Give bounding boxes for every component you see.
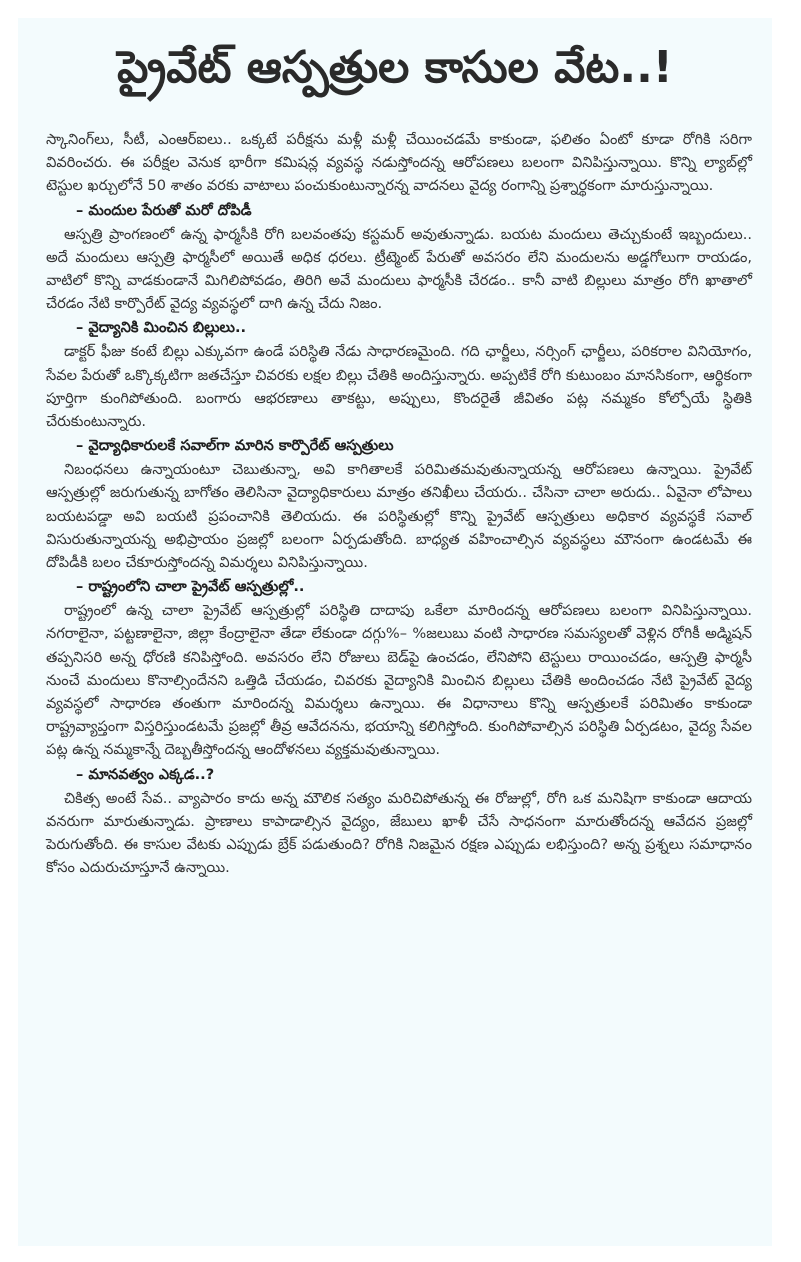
subheading-state-hospitals: – రాష్ట్రంలోని చాలా ప్రైవేట్ ఆస్పత్రుల్లో.. (76, 578, 305, 596)
intro-paragraph: స్కానింగ్‌లు, సీటీ, ఎంఆర్‌ఐలు.. ఒక్కటే పరీక్షను మళ్లీ మళ్లీ చేయించడమే కాకుండా, ఫలితం ఏంటో కూడా రోగికి సరిగా వివరించరు. ఈ పరీక్షల వెనుక భారీగా కమిషన్ల వ్యవస్థ నడుస్తోందన్న ఆరోపణలు బలంగా వినిపిస్తున్నాయి. కొన్ని ల్యాబ్‌ల్లో టెస్టుల ఖర్చులోనే 50 శాతం వరకు వాటాలు పంచుకుంటున్నారన్న వాదనలు వైద్య రంగాన్ని ప్రశ్నార్థకంగా మారుస్తున్నాయి. (46, 131, 752, 195)
article-body (46, 128, 752, 879)
subheading-bills: – వైద్యానికి మించిన బిల్లులు.. (76, 319, 247, 337)
subheading-officials: – వైద్యాధికారులకే సవాల్‌గా మారిన కార్పొరేట్ ఆస్పత్రులు (76, 437, 394, 455)
paragraph-state-hospitals: రాష్ట్రంలో ఉన్న చాలా ప్రైవేట్ ఆస్పత్రుల్లో పరిస్థితి దాదాపు ఒకేలా మారిందన్న ఆరోపణలు బలంగా వినిపిస్తున్నాయి. నగరాలైనా, పట్టణాలైనా, జిల్లా కేంద్రాలైనా తేడా లేకుండా దగ్గు%– %జలుబు వంటి సాధారణ సమస్యలతో వెళ్లిన రోగికీ అడ్మిషన్ తప్పనిసరి అన్న ధోరణి కనిపిస్తోంది. అవసరం లేని రోజులు బెడ్‌పై ఉంచడం, లేనిపోని టెస్టులు రాయించడం, ఆస్పత్రి ఫార్మసీ నుంచే మందులు కొనాల్సిందేనని ఒత్తిడి చేయడం, చివరకు వైద్యానికి మించిన బిల్లులు చేతికి అందించడం నేటి ప్రైవేట్ వైద్య వ్యవస్థలో సాధారణ తంతుగా మారిందన్న విమర్శలు ఉన్నాయి. ఈ విధానాలు కొన్ని ఆస్పత్రులకే పరిమితం కాకుండా రాష్ట్రవ్యాప్తంగా విస్తరిస్తుండటమే ప్రజల్లో తీవ్ర ఆవేదనను, భయాన్ని కలిగిస్తోంది. కుంగిపోవాల్సిన పరిస్థితి ఏర్పడటం, వైద్య సేవల పట్ల ఉన్న నమ్మకాన్నే దెబ్బతీస్తోందన్న ఆందోళనలు వ్యక్తమవుతున్నాయి. (46, 602, 752, 759)
paragraph-humanity: చికిత్స అంటే సేవ.. వ్యాపారం కాదు అన్న మౌలిక సత్యం మరిచిపోతున్న ఈ రోజుల్లో, రోగి ఒక మనిషిగా కాకుండా ఆదాయ వనరుగా మారుతున్నాడు. ప్రాణాలు కాపాడాల్సిన వైద్యం, జేబులు ఖాళీ చేసే సాధనంగా మారుతోందన్న ఆవేదన ప్రజల్లో పెరుగుతోంది. ఈ కాసుల వేటకు ఎప్పుడు బ్రేక్ పడుతుంది? రోగికి నిజమైన రక్షణ ఎప్పుడు లభిస్తుంది? అన్న ప్రశ్నలు సమాధానం కోసం ఎదురుచూస్తూనే ఉన్నాయి. (46, 789, 752, 877)
paragraph-officials: నిబంధనలు ఉన్నాయంటూ చెబుతున్నా, అవి కాగితాలకే పరిమితమవుతున్నాయన్న ఆరోపణలు ఉన్నాయి. ప్రైవేట్ ఆస్పత్రుల్లో జరుగుతున్న బాగోతం తెలిసినా వైద్యాధికారులు మాత్రం తనిఖీలు చేయరు.. చేసినా చాలా అరుదు.. ఏవైనా లోపాలు బయటపడ్డా అవి బయటి ప్రపంచానికి తెలియదు. ఈ పరిస్థితుల్లో కొన్ని ప్రైవేట్ ఆస్పత్రులు అధికార వ్యవస్థకే సవాల్ విసురుతున్నాయన్న అభిప్రాయం ప్రజల్లో బలంగా ఏర్పడుతోంది. బాధ్యత వహించాల్సిన వ్యవస్థలు మౌనంగా ఉండటమే ఈ దోపిడీకి బలం చేకూరుస్తోందన్న విమర్శలు వినిపిస్తున్నాయి. (46, 461, 752, 572)
subheading-medicines: – మందుల పేరుతో మరో దోపిడీ (76, 201, 252, 219)
subheading-humanity: – మానవత్వం ఎక్కడ..? (76, 765, 215, 783)
article-clipping (18, 18, 772, 1246)
paragraph-bills: డాక్టర్ ఫీజు కంటే బిల్లు ఎక్కువగా ఉండే పరిస్థితి నేడు సాధారణమైంది. గది ఛార్జీలు, నర్సింగ్ ఛార్జీలు, పరికరాల వినియోగం, సేవల పేరుతో ఒక్కొక్కటిగా జతచేస్తూ చివరకు లక్షల బిల్లు చేతికి అందిస్తున్నారు. అప్పటికే రోగి కుటుంబం మానసికంగా, ఆర్థికంగా పూర్తిగా కుంగిపోతుంది. బంగారు ఆభరణాలు తాకట్టు, అప్పులు, కొందరైతే జీవితం పట్ల నమ్మకం కోల్పోయే స్థితికి చేరుకుంటున్నారు. (46, 343, 752, 431)
paragraph-medicines: ఆస్పత్రి ప్రాంగణంలో ఉన్న ఫార్మసీకి రోగి బలవంతపు కస్టమర్ అవుతున్నాడు. బయట మందులు తెచ్చుకుంటే ఇబ్బందులు.. అదే మందులు ఆస్పత్రి ఫార్మసీలో అయితే అధిక ధరలు. ట్రీట్మెంట్ పేరుతో అవసరం లేని మందులను అడ్డగోలుగా రాయడం, వాటిలో కొన్ని వాడకుండానే మిగిలిపోవడం, తిరిగి అవే మందులు ఫార్మసీకి చేరడం.. కానీ వాటి బిల్లులు మాత్రం రోగి ఖాతాలో చేరడం నేటి కార్పొరేట్ వైద్య వ్యవస్థలో దాగి ఉన్న చేదు నిజం. (46, 225, 752, 313)
headline: ప్రైవేట్ ఆస్పత్రుల కాసుల వేట..! (117, 42, 673, 93)
